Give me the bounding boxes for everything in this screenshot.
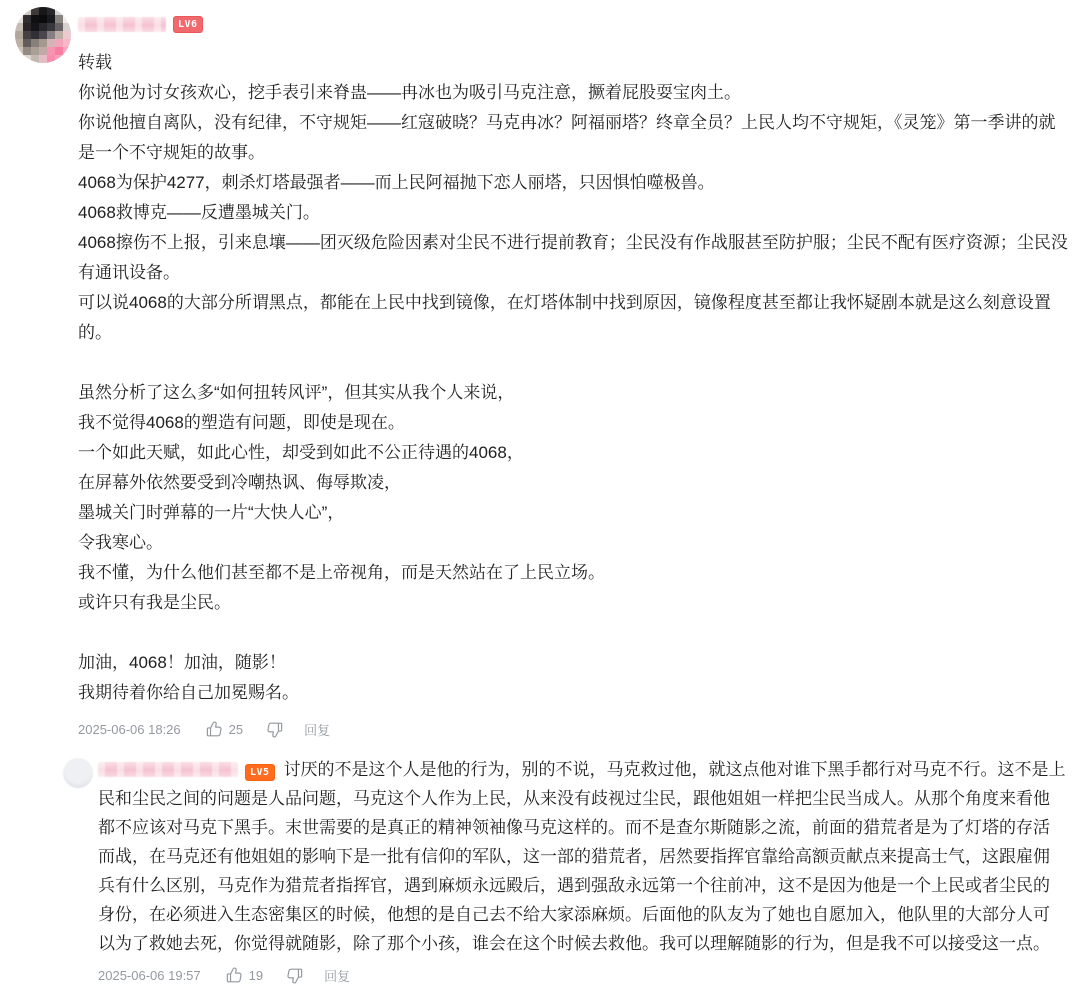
comment-body bbox=[78, 48, 1068, 708]
comment-line: 虽然分析了这么多“如何扭转风评”，但其实从我个人来说， bbox=[78, 383, 515, 402]
like-button[interactable] bbox=[225, 966, 263, 985]
thumb-up-icon bbox=[225, 966, 244, 985]
like-button[interactable] bbox=[205, 720, 243, 739]
thumb-down-icon bbox=[285, 966, 304, 985]
comment-line: 在屏幕外依然要受到冷嘲热讽、侮辱欺凌， bbox=[78, 473, 401, 492]
avatar[interactable] bbox=[63, 758, 93, 788]
comment-line: 4068救博克——反遭墨城关门。 bbox=[78, 203, 320, 222]
user-row bbox=[78, 14, 1068, 34]
comment-meta-row bbox=[78, 719, 1068, 739]
comment-line: 我期待着你给自己加冕赐名。 bbox=[78, 683, 299, 702]
dislike-button[interactable] bbox=[285, 966, 304, 985]
reply-col bbox=[98, 755, 1066, 985]
reply-button[interactable]: 回复 bbox=[304, 722, 331, 738]
comment-line: 墨城关门时弹幕的一片“大快人心”， bbox=[78, 503, 345, 522]
username-redacted[interactable] bbox=[98, 762, 238, 777]
comment-line: 4068为保护4277，刺杀灯塔最强者——而上民阿福抛下恋人丽塔，只因惧怕噬极兽。 bbox=[78, 173, 715, 192]
main-comment bbox=[78, 14, 1068, 985]
timestamp: 2025-06-06 18:26 bbox=[78, 721, 181, 737]
avatar-mosaic-image bbox=[15, 7, 71, 63]
dislike-button[interactable] bbox=[265, 720, 284, 739]
comment-line: 一个如此天赋，如此心性，却受到如此不公正待遇的4068， bbox=[78, 443, 524, 462]
comment-line: 可以说4068的大部分所谓黑点，都能在上民中找到镜像，在灯塔体制中找到原因，镜像程度甚至都让我怀疑剧本就是这么刻意设置的。 bbox=[78, 293, 1051, 342]
comment-line bbox=[78, 348, 1068, 378]
comment-line: 或许只有我是尘民。 bbox=[78, 593, 231, 612]
timestamp: 2025-06-06 19:57 bbox=[98, 967, 201, 983]
comment-line: 我不懂，为什么他们甚至都不是上帝视角，而是天然站在了上民立场。 bbox=[78, 563, 605, 582]
comment-line: 你说他为讨女孩欢心，挖手表引来脊蛊——冉冰也为吸引马克注意，撅着屁股耍宝肉土。 bbox=[78, 83, 741, 102]
reply-button[interactable]: 回复 bbox=[324, 968, 351, 984]
user-level-badge: LV5 bbox=[245, 764, 275, 781]
reply-body bbox=[98, 755, 1066, 958]
comment-line bbox=[78, 618, 1068, 648]
comment-line: 我不觉得4068的塑造有问题，即使是现在。 bbox=[78, 413, 405, 432]
comment-line: 你说他擅自离队，没有纪律，不守规矩——红寇破晓？马克冉冰？阿福丽塔？终章全员？上民人均不守规矩，《灵笼》第一季讲的就是一个不守规矩的故事。 bbox=[78, 113, 1056, 162]
like-count: 19 bbox=[248, 967, 264, 983]
comment-line: 加油，4068！加油，随影！ bbox=[78, 653, 286, 672]
username-redacted[interactable] bbox=[78, 17, 166, 32]
avatar[interactable] bbox=[15, 7, 71, 63]
reply-text: 讨厌的不是这个人是他的行为，别的不说，马克救过他，就这点他对谁下黑手都行对马克不行。这不是上民和尘民之间的问题是人品问题，马克这个人作为上民，从来没有歧视过尘民，跟他姐姐一样把尘民当成人。从那个角度来看他都不应该对马克下黑手。末世需要的是真正的精神领袖像马克这样的。而不是查尔斯随影之流，前面的猎荒者是为了灯塔的存活而战，在马克还有他姐姐的影响下是一批有信仰的军队，这一部的猎荒者，居然要指挥官靠给高额贡献点来提高士气，这跟雇佣兵有什么区别，马克作为猎荒者指挥官，遇到麻烦永远殿后，遇到强敌永远第一个往前冲，这不是因为他是一个上民或者尘民的身份，在必须进入生态密集区的时候，他想的是自己去不给大家添麻烦。后面他的队友为了她也自愿加入，他队里的大部分人可以为了救她去死，你觉得就随影，除了那个小孩，谁会在这个时候去救他。我可以理解随影的行为，但是我不可以接受这一点。 bbox=[98, 760, 1066, 953]
like-count: 25 bbox=[228, 721, 244, 737]
comment-line: 转载 bbox=[78, 53, 112, 72]
reply-comment bbox=[63, 755, 1068, 985]
comment-line: 令我寒心。 bbox=[78, 533, 163, 552]
thumb-down-icon bbox=[265, 720, 284, 739]
reply-meta-row bbox=[98, 965, 1066, 985]
thumb-up-icon bbox=[205, 720, 224, 739]
comment-line: 4068擦伤不上报，引来息壤——团灭级危险因素对尘民不进行提前教育；尘民没有作战服甚至防护服；尘民不配有医疗资源；尘民没有通讯设备。 bbox=[78, 233, 1068, 282]
user-level-badge: LV6 bbox=[173, 16, 203, 33]
